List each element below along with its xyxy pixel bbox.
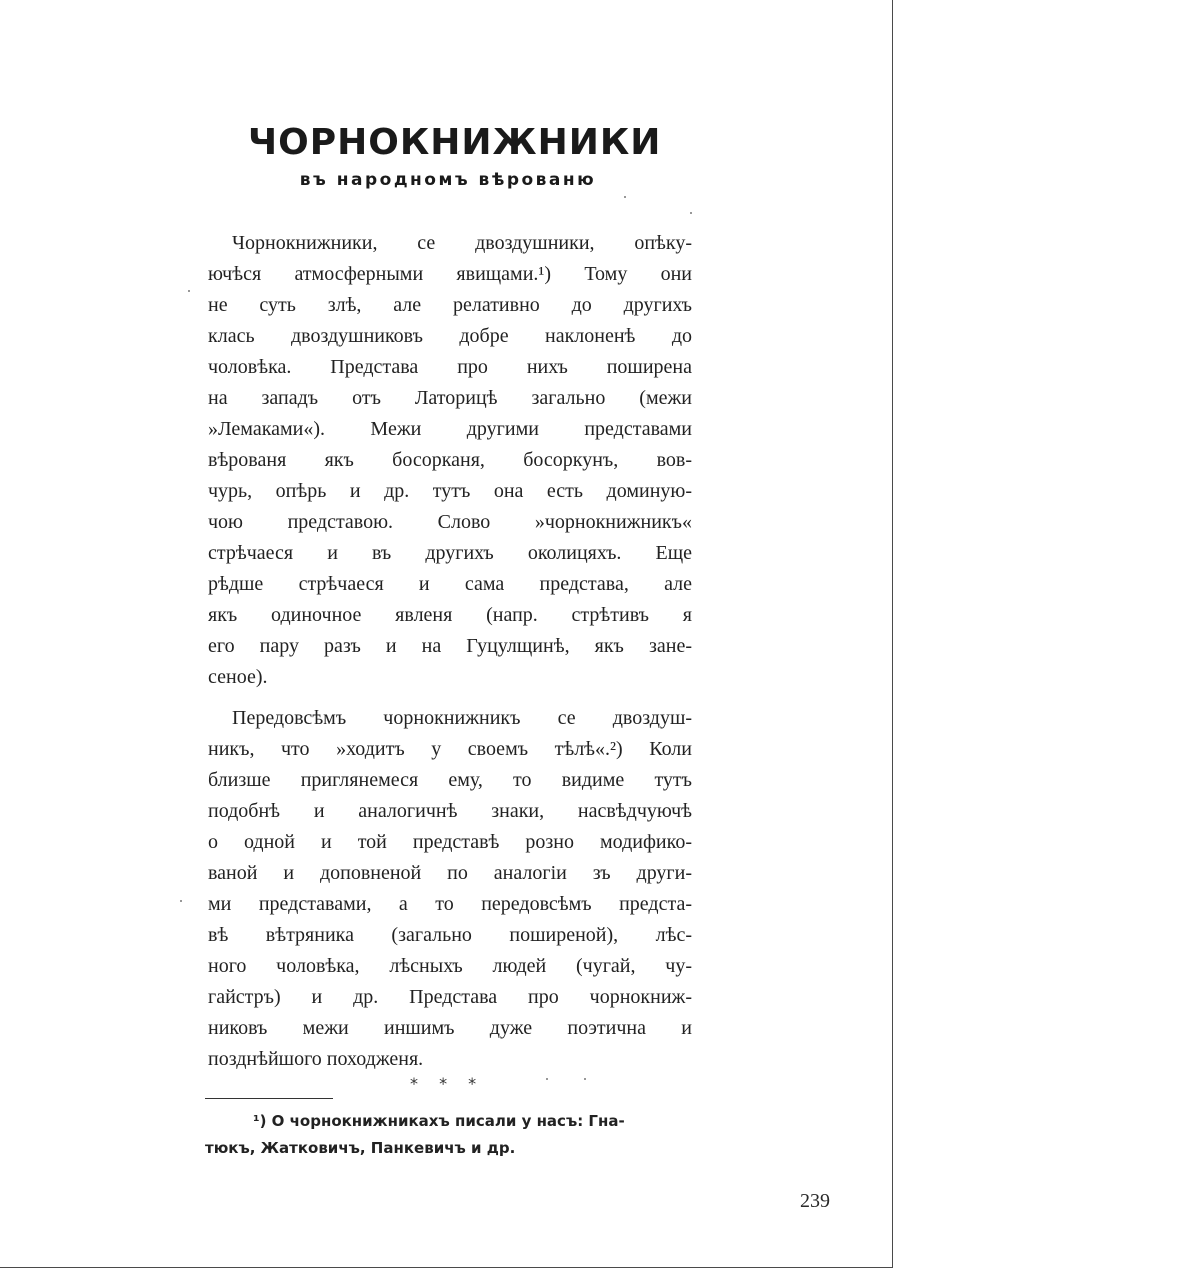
section-separator: * * * [410, 1074, 485, 1093]
text-line: рѣдше стрѣчаеся и сама представа, але [208, 573, 692, 595]
text-line: о одной и той представѣ розно модифико- [208, 831, 692, 853]
text-line: не суть злѣ, але релативно до другихъ [208, 294, 692, 316]
text-line: никъ, что »ходитъ у своемъ тѣлѣ«.²) Коли [208, 738, 692, 760]
text-line: близше приглянемеся ему, то видиме тутъ [208, 769, 692, 791]
text-line: клась двоздушниковъ добре наклоненѣ до [208, 325, 692, 347]
text-line: позднѣйшого походженя. [208, 1048, 424, 1070]
text-line: сеное). [208, 666, 268, 688]
text-line: Чорнокнижники, се двоздушники, опѣку- [232, 232, 692, 254]
body-text [208, 228, 692, 1075]
scan-speck [546, 1078, 548, 1080]
text-line: Передовсѣмъ чорнокнижникъ се двоздуш- [232, 707, 692, 729]
text-line: стрѣчаеся и въ другихъ околицяхъ. Еще [208, 542, 692, 564]
text-line: ного чоловѣка, лѣсныхъ людей (чугай, чу- [208, 955, 692, 977]
text-line: его пару разъ и на Гуцулщинѣ, якъ зане- [208, 635, 692, 657]
text-line: чоловѣка. Представа про нихъ поширена [208, 356, 692, 378]
article-subtitle: въ народномъ вѣрованю [299, 170, 597, 190]
text-line: вѣ вѣтряника (загально поширеной), лѣс- [208, 924, 692, 946]
footnote-rule [205, 1098, 333, 1099]
text-line: чою представою. Слово »чорнокнижникъ« [208, 511, 692, 533]
footnote [205, 1108, 691, 1162]
page-number: 239 [800, 1190, 830, 1212]
text-line: якъ одиночное явленя (напр. стрѣтивъ я [208, 604, 692, 626]
scan-speck [584, 1078, 586, 1080]
text-line: подобнѣ и аналогичнѣ знаки, насвѣдчуючѣ [208, 800, 692, 822]
footnote-line: тюкъ, Жатковичъ, Панкевичъ и др. [205, 1139, 516, 1157]
article-title: ЧОРНОКНИЖНИКИ [248, 122, 662, 163]
footnote-line: ¹) О чорнокнижникахъ писали у насъ: Гна- [253, 1112, 625, 1130]
text-line: »Лемаками«). Межи другими представами [208, 418, 692, 440]
text-line: никовъ межи иншимъ дуже поэтична и [208, 1017, 692, 1039]
text-line: вѣрованя якъ босорканя, босоркунъ, вов- [208, 449, 692, 471]
scan-speck [690, 212, 692, 214]
text-line: на западъ отъ Латорицѣ загально (межи [208, 387, 692, 409]
text-line: чурь, опѣрь и др. тутъ она есть доминую- [208, 480, 692, 502]
scan-speck [180, 900, 182, 902]
scan-speck [624, 196, 626, 198]
text-line: ми представами, а то передовсѣмъ предста- [208, 893, 692, 915]
text-line: гайстръ) и др. Представа про чорнокниж- [208, 986, 692, 1008]
scan-speck [188, 290, 190, 292]
text-line: ваной и доповненой по аналогіи зъ други- [208, 862, 692, 884]
text-line: ючѣся атмосферными явищами.¹) Тому они [208, 263, 692, 285]
